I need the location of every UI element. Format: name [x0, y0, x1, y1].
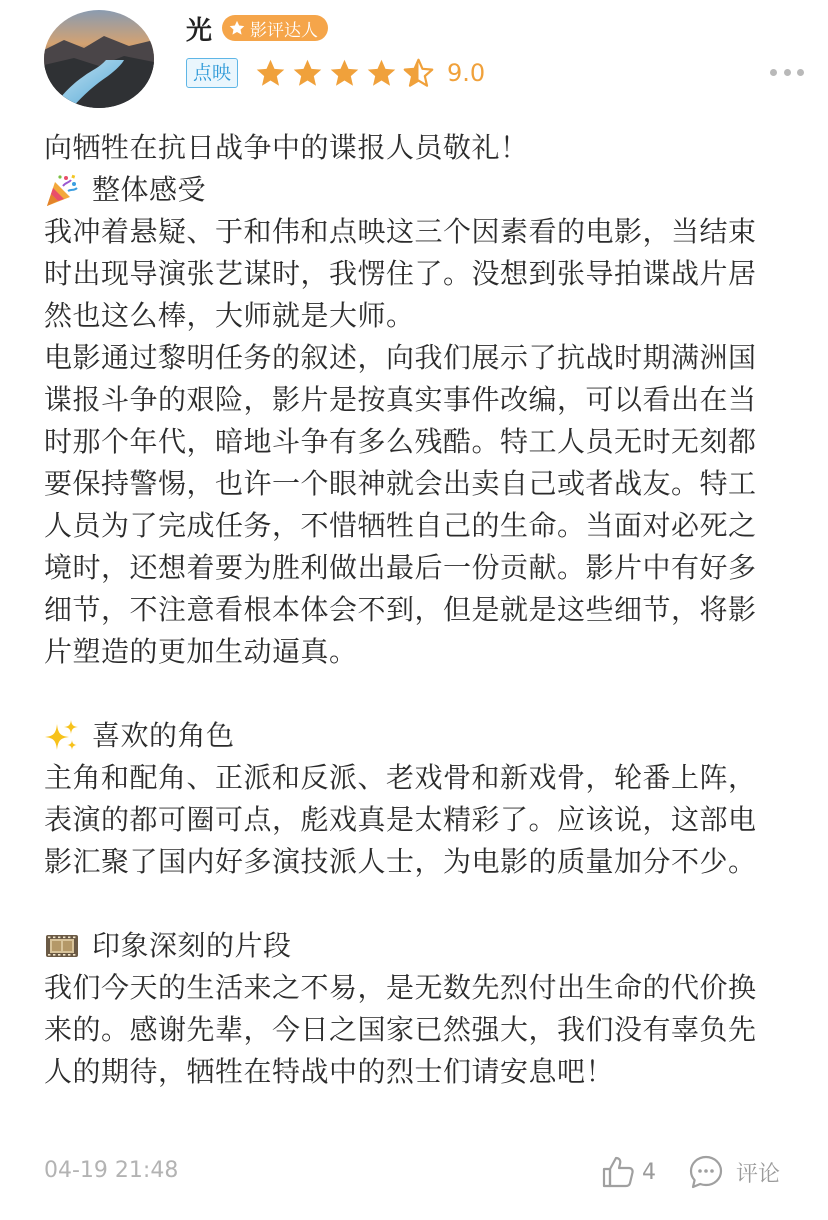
sparkles-icon: [44, 718, 80, 754]
party-popper-icon: [44, 172, 80, 208]
thumbs-up-icon: [600, 1154, 636, 1190]
more-dot: [770, 69, 777, 76]
like-button[interactable]: [600, 1152, 656, 1192]
rating-line: [186, 56, 485, 90]
more-dot: [797, 69, 804, 76]
review-body: [44, 127, 784, 1093]
avatar[interactable]: [44, 10, 154, 108]
review-paragraph: 主角和配角、正派和反派、老戏骨和新戏骨，轮番上阵，表演的都可圈可点，彪戏真是太精彩了。应该说，这部电影汇聚了国内好多演技派人士，为电影的质量加分不少。: [44, 761, 757, 878]
section-heading-scenes: [44, 925, 784, 967]
section-heading-label: 印象深刻的片段: [92, 929, 292, 962]
section-heading-characters: [44, 715, 784, 757]
username[interactable]: 光: [186, 15, 213, 46]
section-heading-label: 喜欢的角色: [92, 719, 235, 752]
timestamp: 04-19 21:48: [44, 1158, 179, 1183]
spacer: [44, 673, 784, 715]
star-full-icon: [254, 57, 287, 90]
critic-badge: [222, 15, 328, 41]
star-full-icon: [328, 57, 361, 90]
critic-badge-label: 影评达人: [250, 20, 319, 41]
spacer: [44, 883, 784, 925]
user-line: [186, 12, 328, 44]
like-count: 4: [642, 1159, 656, 1185]
review-paragraph: 我冲着悬疑、于和伟和点映这三个因素看的电影，当结束时出现导演张艺谋时，我愣住了。没想到张导拍谍战片居然也这么棒，大师就是大师。: [44, 215, 757, 332]
section-heading-overall: [44, 169, 784, 211]
comment-bubble-icon: [688, 1154, 724, 1190]
more-dot: [784, 69, 791, 76]
star-full-icon: [291, 57, 324, 90]
comment-button[interactable]: [688, 1152, 780, 1192]
review-paragraph: 我们今天的生活来之不易，是无数先烈付出生命的代价换来的。感谢先辈，今日之国家已然强大，我们没有辜负先人的期待，牺牲在特战中的烈士们请安息吧！: [44, 971, 757, 1088]
review-opening-line: 向牺牲在抗日战争中的谍报人员敬礼！: [44, 131, 529, 164]
screening-tag: 点映: [186, 58, 238, 88]
review-header: [44, 10, 804, 110]
section-heading-label: 整体感受: [92, 173, 207, 206]
rating-score: 9.0: [447, 59, 486, 87]
badge-star-icon: [228, 19, 246, 37]
star-rating: [254, 57, 435, 90]
star-half-icon: [402, 57, 435, 90]
star-full-icon: [365, 57, 398, 90]
film-reel-icon: [44, 928, 80, 964]
more-options-icon[interactable]: [770, 62, 804, 82]
comment-label: 评论: [736, 1161, 781, 1187]
review-paragraph: 电影通过黎明任务的叙述，向我们展示了抗战时期满洲国谍报斗争的艰险，影片是按真实事件改编，可以看出在当时那个年代，暗地斗争有多么残酷。特工人员无时无刻都要保持警惕，也许一个眼神就会出卖自己或者战友。特工人员为了完成任务，不惜牺牲自己的生命。当面对必死之境时，还想着要为胜利做出最后一份贡献。影片中有好多细节，不注意看根本体会不到，但是就是这些细节，将影片塑造的更加生动逼真。: [44, 341, 757, 668]
review-footer: [44, 1150, 784, 1194]
avatar-landscape-image: [44, 10, 154, 108]
